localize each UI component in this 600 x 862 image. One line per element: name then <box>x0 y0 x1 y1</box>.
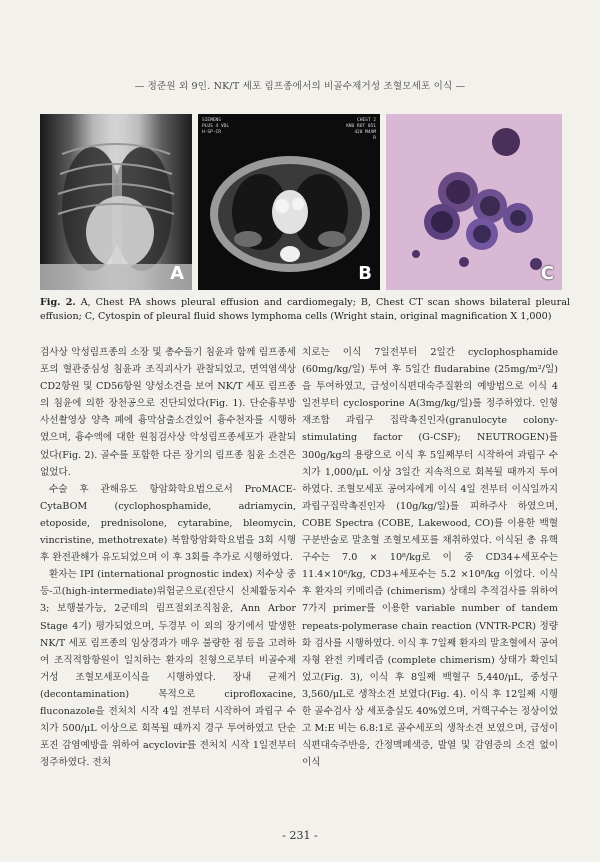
ct-overlay-right: CHEST 2 KNU ROT 051 420 M4AM R <box>346 118 376 141</box>
figure-panel-c <box>386 114 562 290</box>
figure-panel-a <box>40 114 192 290</box>
ct-overlay-left: SIEMENS PLUS 4 VDL H-SP-CR <box>202 118 230 135</box>
paragraph: 치로는 이식 7일전부터 2일간 cyclophosphamide (60mg/kg/일) 투여 후 5일간 fludarabine (25mg/m²/일)을 투여하였고, 급성이식편대숙주질환의 예방법으로 이식 4일전부터 cyclosporine A(3mg/kg/일)를 정주하였다. 인형재조합 과립구 집락촉진인자(granulocyte colony-stimulating factor (G-CSF); NEUTROGEN)를 300g/kg의 용량으로 이식 후 5일째부터 시작하여 과립구 수치가 1,000/μL 이상 3일간 지속적으로 회복될 때까지 투여하였다. 조혈모세포 공여자에게 이식 4일 전부터 이식일까지 과립구집락촉진인자 (10g/kg/일)를 피하주사 하였으며, COBE Spectra (COBE, Lakewood, CO)를 이용한 백혈구분반술로 말초혈 조혈모세포를 채취하였다. 이식된 총 유핵구수는 7.0 × 10⁸/kg로 이 중 CD34+세포수는 11.4×10⁶/kg, CD3+세포수는 5.2 ×10⁸/kg 이었다. 이식 후 환자의 키메리즘 (chimerism) 상태의 추적검사를 위하여 7가지 primer를 이용한 variable number of tandem repeats-polymerase chain reaction (VNTR-PCR) 정량화 검사를 시행하였다. 이식 후 7일째 환자의 말초혈에서 공여자형 완전 키메리즘 (complete chimerism) 상태가 확인되었고(Fig. 3), 이식 후 8일째 백혈구 5,440/μL, 중성구 3,560/μL로 생착소견 보였다(Fig. 4). 이식 후 12일째 시행한 골수검사 상 세포충실도 40%였으며, 거핵구수는 정상이었고 M:E 비는 6.8:1로 골수세포의 생착소견 보였으며, 급성이식편대숙주반응, 간정맥폐색증, 발열 및 감염증의 소견 없이 이식 <box>302 347 558 769</box>
figure-panel-b <box>198 114 380 290</box>
running-header: — 정준원 외 9인. NK/T 세포 림프종에서의 비골수제거성 조혈모세포 이식 — <box>134 81 466 92</box>
panel-letter-a: A <box>170 263 184 284</box>
body-column-right <box>302 344 558 771</box>
figure-caption-label: Fig. 2. <box>40 297 76 308</box>
figure-caption <box>40 296 570 324</box>
figure-2 <box>40 114 562 290</box>
panel-letter-c: C <box>540 263 554 284</box>
panel-letter-b: B <box>358 263 372 284</box>
paragraph: 환자는 IPI (international prognostic index) 저수상 중등-고(high-intermediate)위험군으로(진단시 신체활동지수 3; 보행불가능, 2군데의 림프절외조직침윤, Ann Arbor Stage 4기) 평가되었으며, 두경부 이 외의 장기에서 발생한 NK/T 세포 림프종의 임상경과가 매우 불량한 점 등을 고려하여 조직적합항원이 일치하는 환자의 친형으로부터 비골수제거성 조혈모세포이식을 시행하였다. 장내 균제거(decontamination) 목적으로 ciprofloxacine, fluconazole을 전처치 시작 4일 전부터 시작하여 과립구 수치가 500/μL 이상으로 회복될 때까지 경구 투여하였고 단순포진 감염예방을 위하여 acyclovir를 전처치 시작 1일전부터 정주하였다. 전처 <box>40 569 296 769</box>
paragraph: 검사상 악성림프종의 소장 및 총수돌기 침윤과 함께 림프종세포의 혈관중심성 침윤과 조직괴사가 관찰되었고, 면역염색상 CD2항원 및 CD56항원 양성소견을 보여 NK/T 세포 림프종의 침윤에 의한 장천공으로 진단되었다(Fig. 1). 단순흉부방사선촬영상 양측 폐에 흉막삼출소견있어 흉수천자를 시행하였으며, 흉수액에 대한 원침검사상 악성림프종세포가 관찰되었다(Fig. 2). 골수를 포함한 다른 장기의 림프종 침윤 소견은 없었다. <box>40 347 296 478</box>
cytospin-image <box>386 114 562 290</box>
body-column-left <box>40 344 296 771</box>
page-number: - 231 - <box>282 829 318 842</box>
paragraph: 수술 후 관해유도 항암화학요법으로서 ProMACE-CytaBOM (cyclophosphamide, adriamycin, etoposide, prednisolone, cytarabine, bleomycin, vincristine, methotrexate) 복합항암화학요법을 3회 시행 후 완전관해가 유도되었으며 이 후 3회를 추가로 시행하였다. <box>40 483 296 564</box>
figure-caption-text: A, Chest PA shows pleural effusion and cardiomegaly; B, Chest CT scan shows bilateral pleural effusion; C, Cytospin of pleural fluid shows lymphoma cells (Wright stain, original magnification X 1,000) <box>40 297 570 322</box>
